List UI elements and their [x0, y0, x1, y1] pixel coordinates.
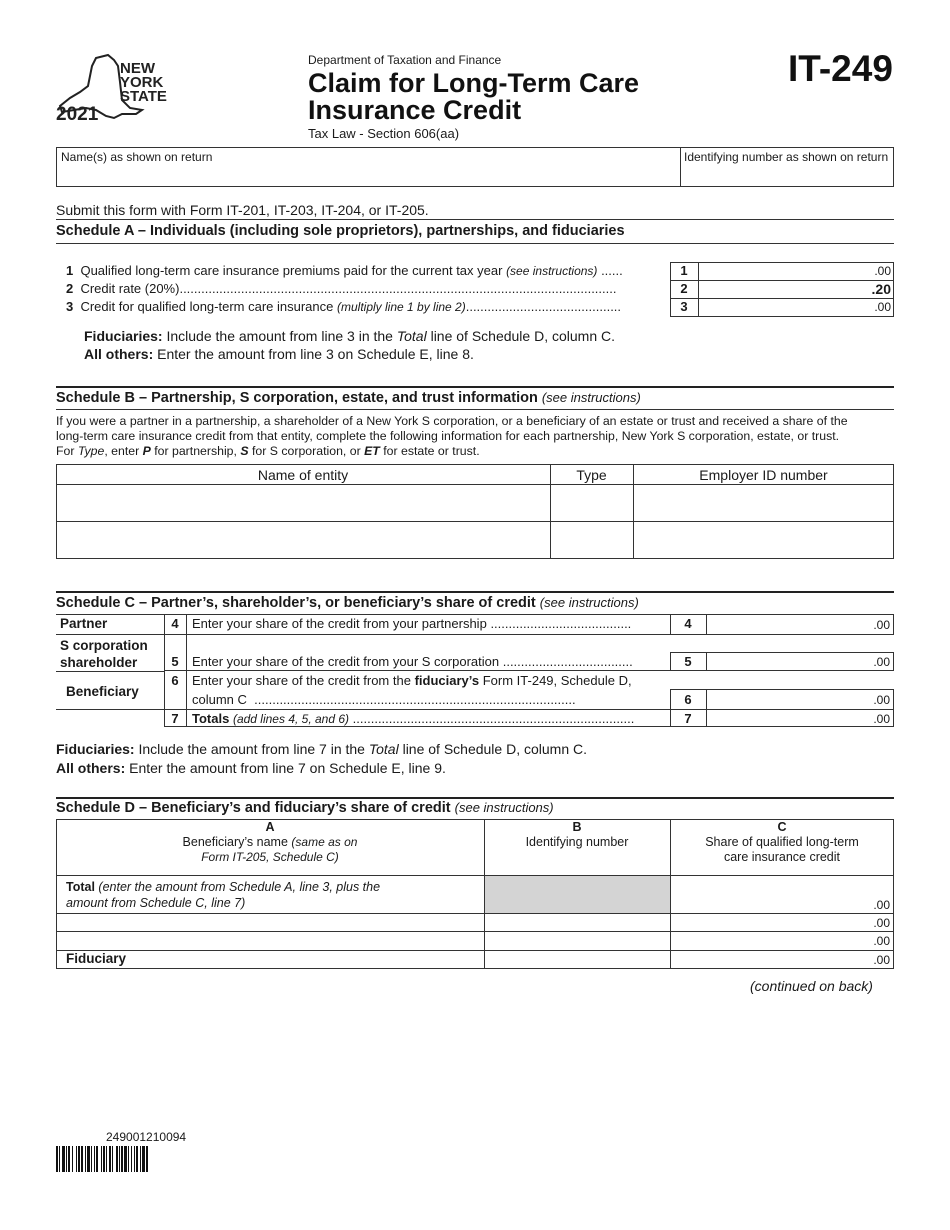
total-row-label: Total (enter the amount from Schedule A, line 3, plus the amount from Schedule C, line 7): [66, 880, 381, 910]
barcode-bar: [59, 1146, 60, 1172]
logo-line-york: YORK: [120, 74, 164, 91]
barcode-bar: [91, 1146, 92, 1172]
line-4-amount-input[interactable]: .00: [873, 618, 890, 632]
fiduciary-id-input[interactable]: [488, 952, 670, 968]
s-corp-label: S corporation shareholder: [60, 638, 148, 670]
id-number-input[interactable]: [684, 165, 888, 185]
barcode-bar: [140, 1146, 141, 1172]
line-6-num: 6: [171, 673, 179, 688]
beneficiary-id-input-1[interactable]: [488, 915, 670, 931]
sched-a-fiduciaries-note: Fiduciaries: Include the amount from line 3 in the Total line of Schedule D, column C.: [84, 328, 616, 344]
beneficiary-label: Beneficiary: [66, 684, 139, 699]
form-number: IT-249: [788, 48, 893, 89]
entity-type-input-2[interactable]: [554, 529, 632, 553]
line-5-num: 5: [171, 654, 179, 669]
box-3-label: 3: [680, 299, 688, 314]
barcode-bar: [131, 1146, 132, 1172]
entity-type-input-1[interactable]: [554, 492, 632, 516]
col-employer-id: Employer ID number: [699, 467, 828, 483]
beneficiary-name-input-1[interactable]: [60, 915, 484, 931]
barcode-bar: [128, 1146, 129, 1172]
col-b-header: B Identifying number: [525, 820, 629, 849]
box-7-label: 7: [684, 711, 692, 726]
barcode-bar: [87, 1146, 90, 1172]
barcode-bar: [101, 1146, 102, 1172]
schedule-d-title: Schedule D – Beneficiary’s and fiduciary’s share of credit (see instructions): [56, 800, 554, 816]
department-name: Department of Taxation and Finance: [308, 53, 502, 67]
schedule-a-title: Schedule A – Individuals (including sole proprietors), partnerships, and fiduciaries: [56, 223, 625, 239]
id-number-label: Identifying number as shown on return: [684, 150, 889, 164]
form-title-line2: Insurance Credit: [308, 95, 522, 125]
col-type: Type: [576, 467, 607, 483]
continued-on-back: (continued on back): [750, 978, 873, 994]
barcode-bar: [78, 1146, 80, 1172]
sched-a-line-2: 2 Credit rate (20%).........................................................................................................................: [66, 281, 617, 296]
line-4-num: 4: [171, 616, 179, 631]
box-6-label: 6: [684, 692, 692, 707]
barcode-bar: [66, 1146, 67, 1172]
barcode-bar: [116, 1146, 118, 1172]
total-id-shaded-cell: [485, 876, 671, 913]
barcode-bar: [112, 1146, 113, 1172]
sched-c-fiduciaries-note: Fiduciaries: Include the amount from line 7 in the Total line of Schedule D, column C.: [56, 741, 588, 757]
partner-label: Partner: [60, 616, 108, 631]
line-5-amount-input[interactable]: .00: [873, 655, 890, 669]
name-label: Name(s) as shown on return: [61, 150, 213, 164]
nys-logo: [56, 52, 176, 124]
name-input[interactable]: [60, 165, 674, 185]
sched-a-line-3: 3 Credit for qualified long-term care insurance (multiply line 1 by line 2)...........................................: [66, 299, 622, 314]
barcode-bar: [62, 1146, 65, 1172]
sched-c-line-6: Enter your share of the credit from the fiduciary’s Form IT-249, Schedule D,: [192, 673, 632, 688]
tax-year: 2021: [56, 104, 99, 125]
barcode-bar: [146, 1146, 148, 1172]
line-6-amount-input[interactable]: .00: [873, 693, 890, 707]
barcode-bar: [85, 1146, 86, 1172]
schedule-b-intro: If you were a partner in a partnership, a shareholder of a New York S corporation, or a beneficiary of an estate or trust and received a share of the long-term care insurance credit from that entity, complete the following information for each partnership, New York S corporation, estate, or trust. For Type, enter P for partnership, S for S corporation, or ET for estate or trust.: [56, 414, 848, 458]
col-c-header: C Share of qualified long-term care insurance credit: [705, 820, 859, 864]
sched-a-line-1: 1 Qualified long-term care insurance premiums paid for the current tax year (see instructions) ......: [66, 263, 623, 278]
logo-line-new: NEW: [120, 60, 155, 77]
line-2-credit-rate: .20: [871, 281, 891, 297]
fiduciary-row-label: Fiduciary: [66, 951, 127, 966]
barcode-bar: [124, 1146, 127, 1172]
box-5-label: 5: [684, 654, 692, 669]
barcode-bar: [136, 1146, 138, 1172]
barcode-image: [56, 1146, 240, 1172]
employer-id-input-1[interactable]: [637, 492, 893, 516]
entity-name-input-1[interactable]: [60, 492, 548, 516]
sched-c-others-note: All others: Enter the amount from line 7 on Schedule E, line 9.: [56, 760, 446, 776]
barcode-bar: [109, 1146, 111, 1172]
barcode-bar: [81, 1146, 83, 1172]
barcode-bar: [103, 1146, 105, 1172]
box-1-label: 1: [680, 263, 688, 278]
line-1-amount-input[interactable]: .00: [874, 264, 891, 278]
sched-a-others-note: All others: Enter the amount from line 3 on Schedule E, line 8.: [84, 346, 474, 362]
form-title: [308, 70, 639, 124]
barcode-bar: [76, 1146, 77, 1172]
beneficiary-id-input-2[interactable]: [488, 933, 670, 949]
col-a-header: A Beneficiary’s name (same as on Form IT-205, Schedule C): [182, 820, 358, 864]
barcode-bar: [94, 1146, 95, 1172]
total-share-amount-input[interactable]: .00: [873, 898, 890, 912]
barcode-bar: [121, 1146, 123, 1172]
line-3-amount-input[interactable]: .00: [874, 300, 891, 314]
beneficiary-share-input-2[interactable]: .00: [873, 934, 890, 948]
submit-note: Submit this form with Form IT-201, IT-203, IT-204, or IT-205.: [56, 202, 429, 218]
barcode-bar: [106, 1146, 107, 1172]
line-7-amount-input[interactable]: .00: [873, 712, 890, 726]
sched-c-line-4: Enter your share of the credit from your partnership .......................................: [192, 616, 632, 631]
fiduciary-share-input[interactable]: .00: [873, 953, 890, 967]
sched-c-line-7: Totals (add lines 4, 5, and 6) ..............................................................................: [192, 711, 635, 726]
barcode-bar: [72, 1146, 73, 1172]
entity-name-input-2[interactable]: [60, 529, 548, 553]
sched-c-line-6-cont: column C .........................................................................................: [192, 692, 576, 707]
schedule-b-title: Schedule B – Partnership, S corporation, estate, and trust information (see instructions): [56, 390, 641, 406]
box-4-label: 4: [684, 616, 692, 631]
box-2-label: 2: [680, 281, 688, 296]
barcode-number: 249001210094: [106, 1130, 187, 1144]
barcode-bar: [56, 1146, 58, 1172]
line-7-num: 7: [171, 711, 179, 726]
col-name-of-entity: Name of entity: [257, 467, 349, 483]
form-title-line1: Claim for Long-Term Care: [308, 68, 640, 98]
employer-id-input-2[interactable]: [637, 529, 893, 553]
beneficiary-share-input-1[interactable]: .00: [873, 916, 890, 930]
sched-c-line-5: Enter your share of the credit from your S corporation ....................................: [192, 654, 633, 669]
barcode-bar: [68, 1146, 70, 1172]
schedule-c-title: Schedule C – Partner’s, shareholder’s, or beneficiary’s share of credit (see instructions): [56, 595, 639, 611]
barcode-bar: [134, 1146, 135, 1172]
tax-law-reference: Tax Law - Section 606(aa): [308, 126, 460, 141]
barcode-bar: [142, 1146, 145, 1172]
beneficiary-name-input-2[interactable]: [60, 933, 484, 949]
logo-line-state: STATE: [120, 88, 167, 105]
barcode-bar: [119, 1146, 120, 1172]
barcode-bar: [96, 1146, 98, 1172]
